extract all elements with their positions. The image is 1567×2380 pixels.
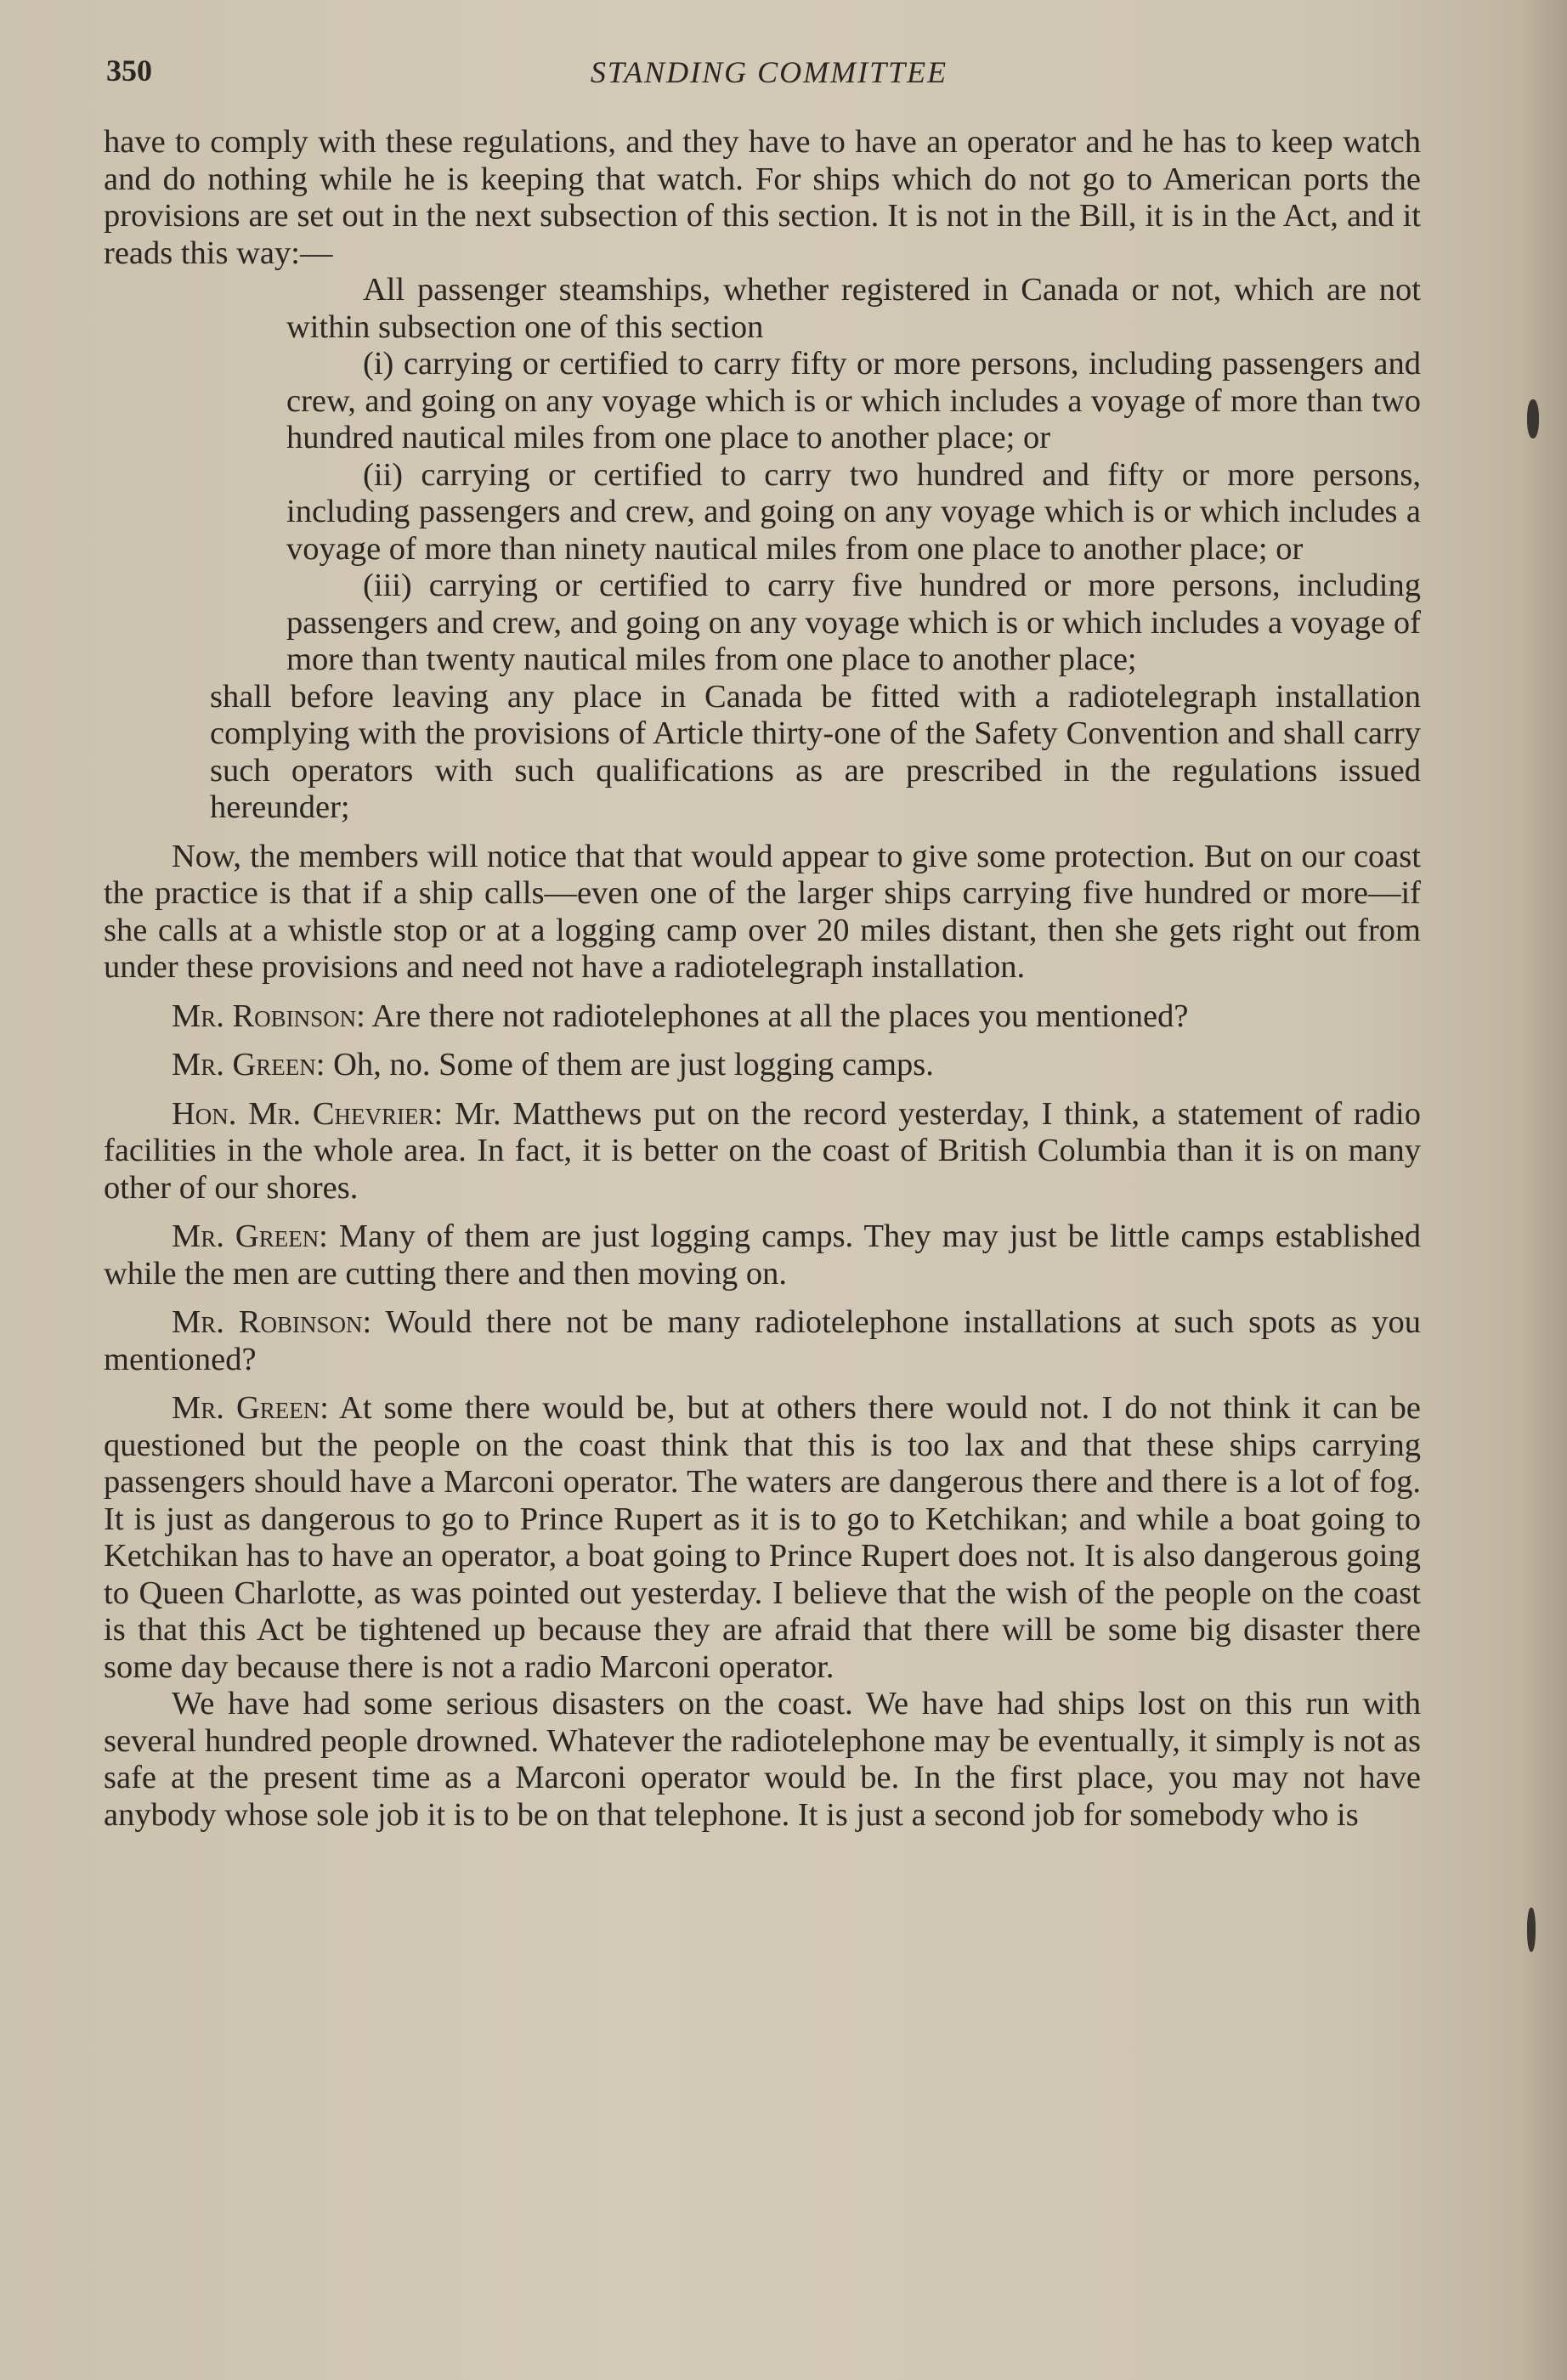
speaker-name: Mr. Green:	[172, 1047, 325, 1083]
quote-clause-iii: (iii) carrying or certified to carry five hundred or more persons, including passengers and crew, and going on any voyage which is or which includes a voyage of more than twenty nautical miles from one place to another place;	[286, 568, 1421, 677]
paragraph: have to comply with these regulations, and they have to have an operator and he has to keep watch and do nothing while he is keeping that watch. For ships which do not go to American ports the provisions are set out in the next subsection of this section. It is not in the Bill, it is in the Act, and it reads this way:—	[104, 124, 1421, 271]
speech-text: Would there not be many radiotelephone installations at such spots as you mentioned?	[104, 1304, 1421, 1377]
speech-text: Oh, no. Some of them are just logging camps.	[333, 1047, 934, 1083]
running-title: STANDING COMMITTEE	[590, 55, 948, 89]
quote-intro: All passenger steamships, whether registered in Canada or not, which are not within subsection one of this section	[286, 272, 1421, 345]
speaker-name: Mr. Green:	[172, 1218, 328, 1254]
speech	[104, 1218, 1421, 1292]
page-number: 350	[106, 54, 152, 88]
paragraph: We have had some serious disasters on the coast. We have had ships lost on this run with several hundred people drowned. Whatever the radiotelephone may be eventually, it simply is not as safe at the present time as a Marconi operator would be. In the first place, you may not have anybody whose sole job it is to be on that telephone. It is just a second job for somebody who is	[104, 1686, 1421, 1833]
speaker-name: Mr. Robinson:	[172, 1304, 372, 1340]
speech-text: Mr. Matthews put on the record yesterday, I think, a statement of radio facilities in the whole area. In fact, it is better on the coast of British Columbia than it is on many other of our shores.	[104, 1095, 1422, 1206]
speech	[104, 1390, 1421, 1686]
speaker-name: Hon. Mr. Chevrier:	[172, 1095, 444, 1132]
speaker-name: Mr. Green:	[172, 1390, 329, 1426]
paragraph: Now, the members will notice that that would appear to give some protection. But on our coast the practice is that if a ship calls—even one of the larger ships carrying five hundred or more—if she calls at a whistle stop or at a logging camp over 20 miles distant, then she gets right out from under these provisions and need not have a radiotelegraph installation.	[104, 838, 1421, 985]
binding-hole-mark	[1527, 399, 1539, 438]
speech-text: Are there not radiotelephones at all the places you mentioned?	[371, 998, 1189, 1034]
speaker-name: Mr. Robinson:	[172, 998, 365, 1034]
speech	[104, 1096, 1421, 1207]
quote-clause-i: (i) carrying or certified to carry fifty or more persons, including passengers and crew, and going on any voyage which is or which includes a voyage of more than two hundred nautical miles from one place to another place; or	[286, 346, 1421, 455]
speech	[104, 1304, 1421, 1378]
quote-tail: shall before leaving any place in Canada be fitted with a radiotelegraph installation complying with the provisions of Article thirty-one of the Safety Convention and shall carry such operators with such qualifications as are prescribed in the regulations issued hereunder;	[210, 678, 1421, 825]
page-body	[104, 124, 1421, 1834]
page-header	[106, 53, 1432, 95]
quoted-act-text	[286, 272, 1421, 679]
quote-clause-ii: (ii) carrying or certified to carry two hundred and fifty or more persons, including passengers and crew, and going on any voyage which is or which includes a voyage of more than ninety nautical miles from one place to another place; or	[286, 456, 1421, 567]
speech	[104, 1047, 1421, 1084]
speech-text: At some there would be, but at others there would not. I do not think it can be questioned but the people on the coast think that this is too lax and that these ships carrying passengers should have a Marconi operator. The waters are dangerous there and there is a lot of fog. It is just as dangerous to go to Prince Rupert as it is to go to Ketchikan; and while a boat going to Ketchikan has to have an operator, a boat going to Prince Rupert does not. It is also dangerous going to Queen Charlotte, as was pointed out yesterday. I believe that the wish of the people on the coast is that this Act be tightened up because they are afraid that there will be some big disaster there some day because there is not a radio Marconi operator.	[104, 1390, 1422, 1685]
speech	[104, 998, 1421, 1036]
binding-hole-mark	[1527, 1908, 1536, 1952]
speech-text: Many of them are just logging camps. They may just be little camps established while the men are cutting there and then moving on.	[104, 1218, 1422, 1292]
